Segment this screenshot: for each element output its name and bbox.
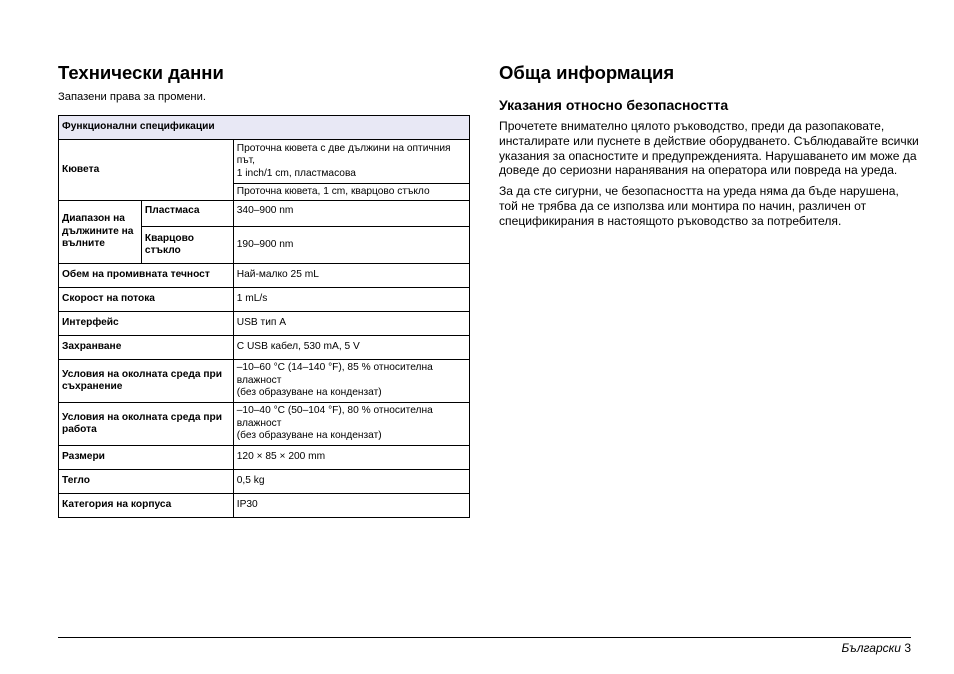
- row-label: Захранване: [59, 336, 234, 360]
- row-label: Категория на корпуса: [59, 494, 234, 518]
- table-row: [59, 312, 470, 336]
- row-value: 1 mL/s: [233, 288, 469, 312]
- row-label: Скорост на потока: [59, 288, 234, 312]
- row-label: Интерфейс: [59, 312, 234, 336]
- table-row: [59, 288, 470, 312]
- row-label: Условия на околната среда при съхранение: [59, 360, 234, 403]
- page-title: Технически данни: [58, 62, 224, 83]
- table-header-row: [59, 116, 470, 140]
- safety-paragraph: За да сте сигурни, че безопасността на уреда няма да бъде нарушена, той не трябва да се използва или монтира по начин, различен от спецификирания в настоящото ръководство за потребителя.: [499, 184, 899, 228]
- page-footer: [841, 641, 911, 655]
- row-label: Кювета: [59, 140, 234, 201]
- footer-language: Български: [841, 641, 901, 655]
- subsection-heading: Указания относно безопасността: [499, 97, 729, 113]
- table-row: [59, 470, 470, 494]
- table-row: [59, 336, 470, 360]
- right-column: [499, 60, 919, 229]
- row-value: –10–60 °C (14–140 °F), 85 % относителна влажност (без образуване на кондензат): [233, 360, 469, 403]
- row-value: С USB кабел, 530 mA, 5 V: [233, 336, 469, 360]
- table-row: [59, 201, 470, 227]
- row-label: Тегло: [59, 470, 234, 494]
- row-sublabel: Пластмаса: [141, 201, 233, 227]
- footer-divider: [58, 637, 911, 638]
- row-value: 190–900 nm: [233, 227, 469, 264]
- row-label: Обем на промивната течност: [59, 264, 234, 288]
- table-row: [59, 403, 470, 446]
- row-label: Размери: [59, 446, 234, 470]
- table-row: [59, 140, 470, 184]
- table-row: [59, 446, 470, 470]
- row-label: Диапазон на дължините на вълните: [59, 201, 142, 264]
- row-sublabel: Кварцово стъкло: [141, 227, 233, 264]
- row-value: USB тип A: [233, 312, 469, 336]
- subtitle: Запазени права за промени.: [58, 91, 206, 103]
- row-value: IP30: [233, 494, 469, 518]
- row-label: Условия на околната среда при работа: [59, 403, 234, 446]
- row-value: 340–900 nm: [233, 201, 469, 227]
- page-number: 3: [904, 641, 911, 655]
- table-row: [59, 360, 470, 403]
- table-row: [59, 494, 470, 518]
- spec-table: [58, 115, 470, 518]
- safety-paragraph: Прочетете внимателно цялото ръководство, преди да разопаковате, инсталирате или пуснете в действие оборудването. Съблюдавайте всички указания за опасностите и предупрежденията. Нарушаването им може да доведе до сериозни наранявания на оператора или повреда на уреда.: [499, 119, 919, 178]
- row-value: 120 × 85 × 200 mm: [233, 446, 469, 470]
- table-row: [59, 264, 470, 288]
- row-value: –10–40 °C (50–104 °F), 80 % относителна влажност (без образуване на кондензат): [233, 403, 469, 446]
- table-header: Функционални спецификации: [59, 116, 470, 140]
- left-column: [58, 60, 470, 511]
- row-value: Проточна кювета, 1 cm, кварцово стъкло: [233, 184, 469, 201]
- row-value: 0,5 kg: [233, 470, 469, 494]
- row-value: Проточна кювета с две дължини на оптичния път, 1 inch/1 cm, пластмасова: [233, 140, 469, 184]
- section-heading: Обща информация: [499, 62, 675, 83]
- row-value: Най-малко 25 mL: [233, 264, 469, 288]
